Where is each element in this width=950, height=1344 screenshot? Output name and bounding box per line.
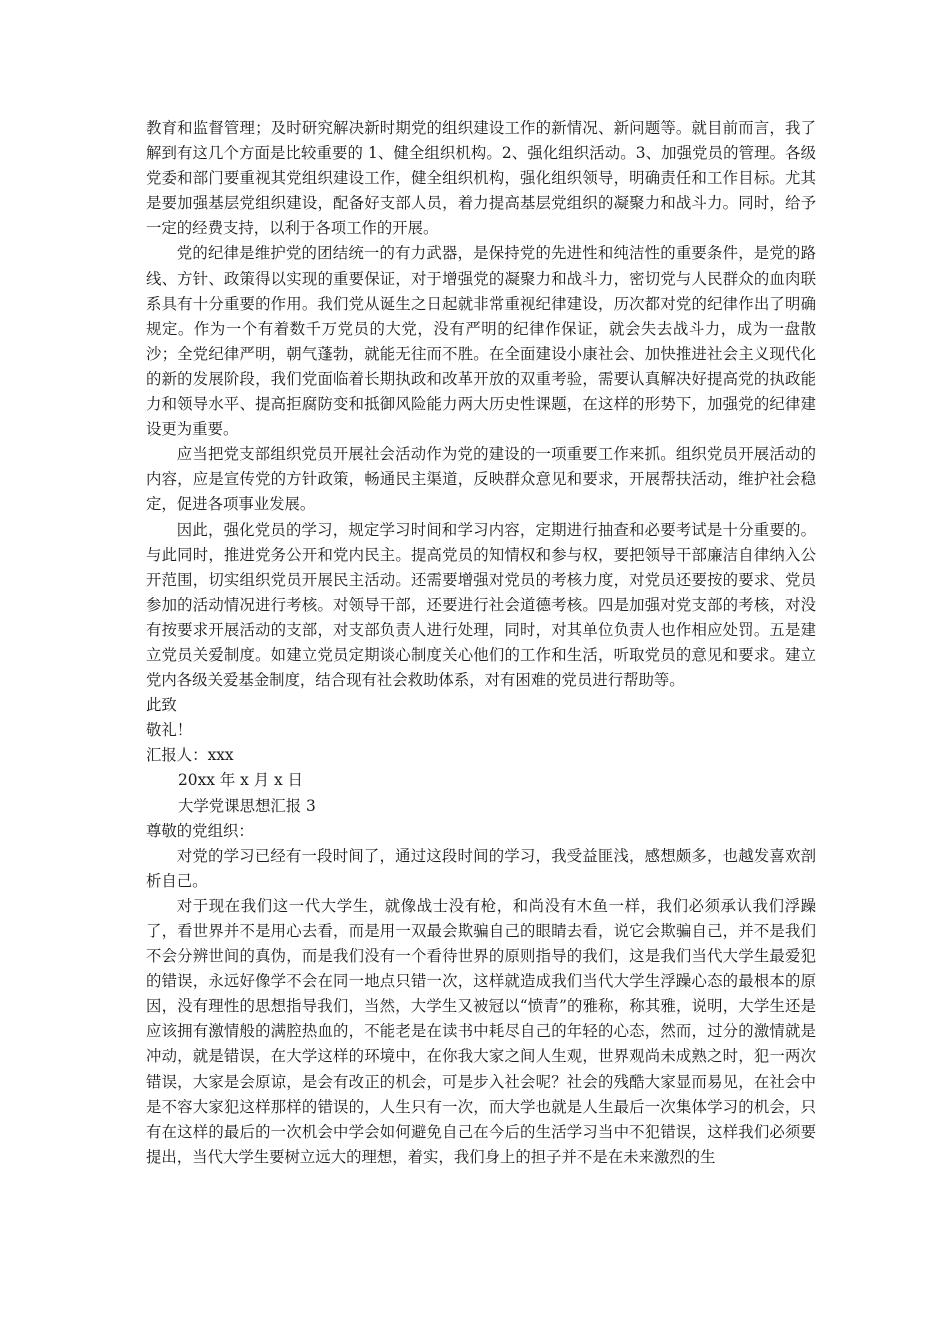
paragraph-3: 应当把党支部组织党员开展社会活动作为党的建设的一项重要工作来抓。组织党员开展活动的内容，应是宣传党的方针政策，畅通民主渠道，反映群众意见和要求，开展帮扶活动，维护社会稳定，促进各项事业发展。 (146, 445, 816, 514)
section-title: 大学党课思想汇报 3 (178, 796, 316, 815)
salutation: 尊敬的党组织： (146, 821, 254, 840)
paragraph-4: 因此，强化党员的学习，规定学习时间和学习内容，定期进行抽查和必要考试是十分重要的。与此同时，推进党务公开和党内民主。提高党员的知情权和参与权，要把领导干部廉洁自律纳入公开范围，切实组织党员开展民主活动。还需要增强对党员的考核力度，对党员还要按的要求、党员参加的活动情况进行考核。对领导干部，还要进行社会道德考核。四是加强对党支部的考核，对没有按要求开展活动的支部，对支部负责人进行处理，同时，对其单位负责人也作相应处罚。五是建立党员关爱制度。如建立党员定期谈心制度关心他们的工作和生活，听取党员的意见和要求。建立党内各级关爱基金制度，结合现有社会救助体系，对有困难的党员进行帮助等。 (146, 520, 816, 690)
section-paragraph-2: 对于现在我们这一代大学生，就像战士没有枪，和尚没有木鱼一样，我们必须承认我们浮躁了，看世界并不是用心去看，而是用一双最会欺骗自己的眼睛去看，说它会欺骗自己，并不是我们不会分辨世间的真伪，而是我们没有一个看待世界的原则指导的我们，这是我们当代大学生最爱犯的错误，永远好像学不会在同一地点只错一次，这样就造成我们当代大学生浮躁心态的最根本的原因，没有理性的思想指导我们，当然，大学生又被冠以“愤青”的雅称，称其雅，说明，大学生还是应该拥有激情般的满腔热血的，不能老是在读书中耗尽自己的年轻的心态，然而，过分的激情就是冲动，就是错误，在大学这样的环境中，在你我大家之间人生观，世界观尚未成熟之时，犯一两次错误，大家是会原谅，是会有改正的机会，可是步入社会呢？社会的残酷大家显而易见，在社会中是不容大家犯这样那样的错误的，人生只有一次，而大学也就是人生最后一次集体学习的机会，只有在这样的最后的一次机会中学会如何避免自己在今后的生活学习当中不犯错误，这样我们必须要提出，当代大学生要树立远大的理想，着实，我们身上的担子并不是在未来激烈的生 (146, 896, 816, 1166)
closing-line-1: 此致 (146, 696, 177, 715)
closing-line-2: 敬礼！ (146, 721, 193, 740)
report-date: 20xx 年 x 月 x 日 (178, 771, 303, 790)
document-body (146, 116, 816, 1170)
reporter-line: 汇报人：xxx (146, 746, 234, 765)
section-paragraph-1: 对党的学习已经有一段时间了，通过这段时间的学习，我受益匪浅，感想颇多，也越发喜欢剖析自己。 (146, 846, 816, 890)
paragraph-1: 教育和监督管理；及时研究解决新时期党的组织建设工作的新情况、新问题等。就目前而言，我了解到有这几个方面是比较重要的 1、健全组织机构。2、强化组织活动。3、加强党员的管理。各级党委和部门要重视其党组织建设工作，健全组织机构，强化组织领导，明确责任和工作目标。尤其是要加强基层党组织建设，配备好支部人员，着力提高基层党组织的凝聚力和战斗力。同时，给予一定的经费支持，以利于各项工作的开展。 (146, 119, 816, 238)
paragraph-2: 党的纪律是维护党的团结统一的有力武器，是保持党的先进性和纯洁性的重要条件，是党的路线、方针、政策得以实现的重要保证，对于增强党的凝聚力和战斗力，密切党与人民群众的血肉联系具有十分重要的作用。我们党从诞生之日起就非常重视纪律建设，历次都对党的纪律作出了明确规定。作为一个有着数千万党员的大党，没有严明的纪律作保证，就会失去战斗力，成为一盘散沙；全党纪律严明，朝气蓬勃，就能无往而不胜。在全面建设小康社会、加快推进社会主义现代化的新的发展阶段，我们党面临着长期执政和改革开放的双重考验，需要认真解决好提高党的执政能力和领导水平、提高拒腐防变和抵御风险能力两大历史性课题，在这样的形势下，加强党的纪律建设更为重要。 (146, 244, 816, 439)
